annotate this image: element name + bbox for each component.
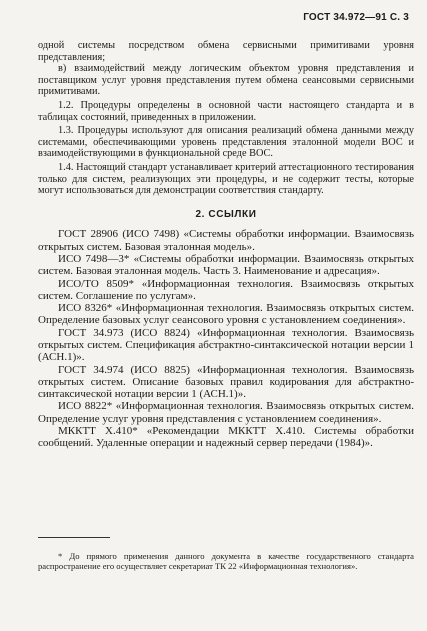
reference-item: ГОСТ 34.974 (ИСО 8825) «Информационная технология. Взаимосвязь открытых систем. Описание базовых правил кодирования для абстрактно-синтаксической нотации версии 1 (АСН.1)».: [38, 363, 414, 401]
clause-1-3: 1.3. Процедуры используют для описания реализаций обмена данными между системами, обеспечивающими уровень представления эталонной модели ВОС и взаимодействующими в функциональной среде ВОС.: [38, 125, 414, 160]
reference-item: ИСО 8326* «Информационная технология. Взаимосвязь открытых систем. Определение базовых услуг сеансового уровня с установлением соединения».: [38, 302, 414, 327]
page-header: ГОСТ 34.972—91 С. 3: [303, 12, 409, 23]
clause-1-2: 1.2. Процедуры определены в основной части настоящего стандарта и в таблицах состояний, приведенных в приложении.: [38, 99, 414, 123]
intro-paragraph: одной системы посредством обмена сервисными примитивами уровня представления;: [38, 40, 414, 63]
reference-item: ГОСТ 28906 (ИСО 7498) «Системы обработки информации. Взаимосвязь открытых систем. Базовая эталонная модель».: [38, 228, 414, 253]
references-list: [38, 228, 414, 449]
intro-paragraph: в) взаимодействий между логическим объектом уровня представления и поставщиком услуг уровня представления путем обмена сеансовыми сервисными примитивами.: [38, 63, 414, 98]
footnote-divider: [38, 537, 110, 538]
reference-item: ИСО 7498—3* «Системы обработки информации. Взаимосвязь открытых систем. Базовая эталонная модель. Часть 3. Наименование и адресация».: [38, 252, 414, 278]
clause-1-4: 1.4. Настоящий стандарт устанавливает критерий аттестационного тестирования только для систем, реализующих эти процедуры, и не содержит тесты, которые могут использоваться для демонстрации соответствия стандарту.: [38, 161, 414, 197]
section-heading: 2. ССЫЛКИ: [195, 208, 257, 220]
reference-item: ИСО/ТО 8509* «Информационная технология. Взаимосвязь открытых систем. Соглашение по услугам».: [38, 277, 414, 302]
footnote: * До прямого применения данного документа в качестве государственного стандарта распространение его осуществляет секретариат ТК 22 «Информационная технология».: [38, 550, 414, 571]
reference-item: ГОСТ 34.973 (ИСО 8824) «Информационная технология. Взаимосвязь открытых систем. Спецификация абстрактно-синтаксической нотации версии 1 (АСН.1)».: [38, 326, 414, 364]
reference-item: МККТТ Х.410* «Рекомендации МККТТ Х.410. Системы обработки сообщений. Удаленные операции и надежный сервер передачи (1984)».: [38, 425, 414, 450]
reference-item: ИСО 8822* «Информационная технология. Взаимосвязь открытых систем. Определение услуг уровня представления с установлением соединения».: [38, 400, 414, 425]
document-body: [38, 40, 414, 450]
